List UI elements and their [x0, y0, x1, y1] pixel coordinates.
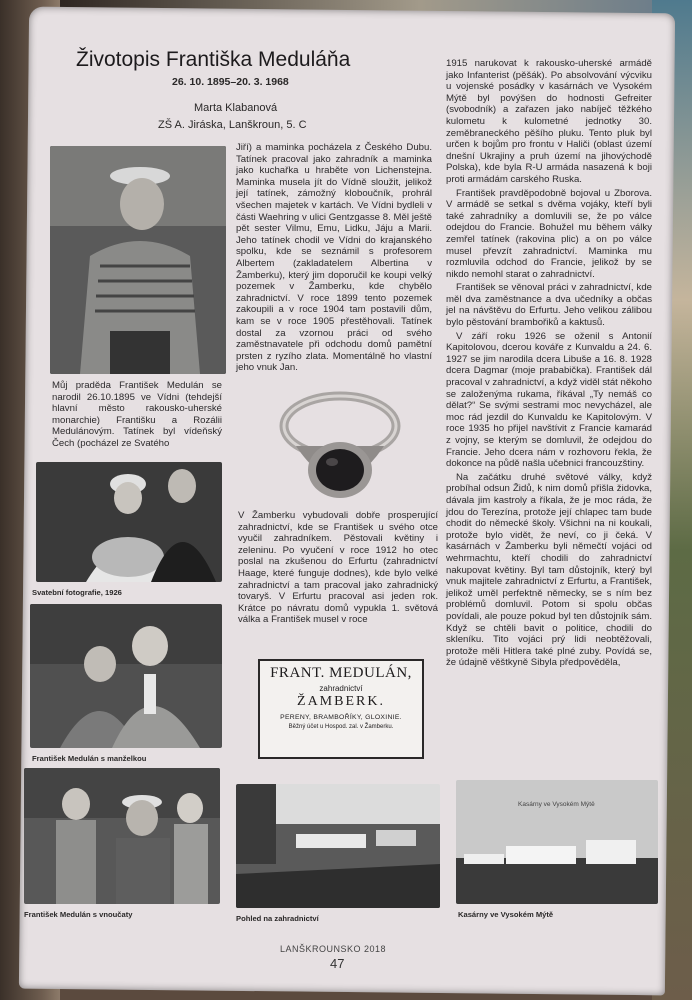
wedding-photo: [36, 462, 222, 582]
middle-paragraph-1: Jiří) a maminka pocházela z Českého Dubu. Tatínek pracoval jako zahradník a maminka jako kuchařka u hraběte von Lichenstejna. Maminka musela jít do Vídně sloužit, jelikož její tatínek, zámožný kloboučník, prohrál všechen majetek v kartách. Ve Vídni bydleli v části Waehring v ulici Gentzgasse 8. Měl ještě pět sester Vilmu, Emu, Lidku, Jáju a Marii. Jeho tatínek chodil ve Vídni do krajanského spolku, kde se seznámil s profesorem Albertem (zakladatelem Albertina v Žamberku), který jim doporučil ke koupi velký pozemek v Žamberku, kde chybělo zahradnictví. V roce 1899 tento pozemek zakoupili a v roce 1904 tam postavili dům, kam se v roce 1905 přestěhovali. Tatínek dostal za vzornou práci od svého zaměstnavatele při odchodu domů pamětní prsten z ryzího zlata. Momentálně ho vlastní jeho vnuk Jan.: [236, 142, 432, 374]
magazine-footer: LANŠKROUNSKO 2018: [280, 944, 387, 954]
intro-paragraph: Můj praděda František Medulán se narodil 26.10.1895 ve Vídni (tehdejší hlavní město rakousko-uherské monarchie) Františku a Rozálii Medulánovým. Tatínek byl vídeňský Čech (pocházel ze Svatého: [52, 380, 222, 449]
ring-photo: [270, 384, 410, 512]
caption-barracks: Kasárny ve Vysokém Mýtě: [458, 910, 554, 919]
article-dates: 26. 10. 1895–20. 3. 1968: [172, 76, 289, 88]
couple-photo: [30, 604, 222, 748]
portrait-figure: [50, 146, 226, 374]
right-paragraph-2: František pravděpodobně bojoval u Zborova. V armádě se setkal s dvěma vojáky, kteří byli také zahradníky a domluvili se, že po válce odejdou do Francie. Bohužel mu během války zemřel tatínek (rakovina plic) a on po válce musel převzít zahradnictví. Maminka mu rozmluvila odchod do Francie, jelikož by se nikdo nemohl starat o zahradnictví.: [446, 187, 652, 280]
right-paragraph-3: František se věnoval práci v zahradnictví, kde měl dva zaměstnance a dva učedníky a občas jel na návštěvu do Erfurtu. Jeho velikou zálibou bylo pěstování brambořiků a kaktusů.: [446, 282, 652, 329]
caption-wedding: Svatební fotografie, 1926: [32, 588, 122, 597]
business-stamp: [258, 659, 424, 759]
garden-view-photo: [236, 784, 440, 908]
right-paragraph-5: Na začátku druhé světové války, když probíhal odsun Židů, k nim domů přišla židovka, dávala jim kastroly a říkala, že je moc ráda, že jdou do Terezína, protože její chlapec tam bude chodit do německé školy. Všichni na ni koukali, protože bylo vidět, že neví, co ji čeká. V kasárnách v Žamberku byli němečtí vojáci od wehrmachtu, kteří chodili do zahradnictví nakupovat květiny. Byl tam důstojník, který byl vnuk majitele zahradnictví z Erfurtu, a František, jelikož uměl perfektně německy, se s ním bez problémů domluvil. Potom si spolu občas povídali, ale pouze pokud byl ten důstojník sám. Když se chtěli bavit o politice, chodili do skleníku. Tito vojáci prý lidi neobtěžovali, protože měli Hitlera také plné zuby. Povídá se, že údajně věštkyně Sibyla předpověděla,: [446, 471, 652, 669]
right-paragraph-1: 1915 narukovat k rakousko-uherské armádě jako Infanterist (pěšák). Po absolvování výcviku u vojenské posádky v kasárnách ve Vysokém Mýtě byl povýšen do hodnosti Gefreiter (svobodník) a zařazen jako nabíječ těžkého kulometu k kulometné jednotky 30. zeměbraneckého pěšího pluku. Tento pluk byl určen k bojům pro frontu v Haliči (oblast území dnešní Ukrajiny a pruh území na jihovýchodě Polska), kde byla R-U armáda nasazená k boji proti armádám carského Ruska.: [446, 58, 652, 185]
portrait-photo: [50, 146, 226, 374]
article-school: ZŠ A. Jiráska, Lanškroun, 5. C: [158, 119, 307, 131]
stamp-line-5: Běžný účet u Hospod. zal. v Žamberku.: [288, 724, 394, 730]
stamp-line-1: FRANT. MEDULÁN,: [270, 665, 412, 681]
postcard-inscription: Kasárny ve Vysokém Mýtě: [518, 801, 595, 808]
article-title: Životopis Františka Meduláňa: [76, 48, 351, 71]
stamp-line-4: PERENY, BRAMBOŘÍKY, GLOXINIE.: [280, 714, 402, 721]
caption-with-wife: František Medulán s manželkou: [32, 754, 147, 763]
article-author: Marta Klabanová: [194, 102, 278, 114]
caption-grandchildren: František Medulán s vnoučaty: [24, 910, 133, 919]
middle-paragraph-2: V Žamberku vybudovali dobře prosperující zahradnictví, kde se František u svého otce vyučil zahradníkem. Pěstovali květiny i zeleninu. Po vyučení v roce 1912 ho otec poslal na zkušenou do Erfurtu (zahradnictví Haage, které funguje dodnes), kde bylo velké zahradnictví a tam pracoval jako zahradnický tovaryš. V Erfurtu pracoval asi jeden rok. Krátce po návratu domů vypukla 1. světová válka a František musel v roce: [238, 510, 438, 626]
grandchildren-photo: [24, 768, 220, 904]
right-column: [446, 58, 652, 669]
caption-garden-view: Pohled na zahradnictví: [236, 914, 319, 923]
barracks-postcard-photo: [456, 780, 658, 904]
stamp-line-3: ŽAMBERK.: [297, 694, 385, 709]
page-number: 47: [330, 956, 345, 971]
right-paragraph-4: V září roku 1926 se oženil s Antonií Kapitolovou, dcerou kováře z Kunvaldu a 24. 6. 1927 se jim narodila dcera Libuše a 16. 8. 1928 dcera Dagmar (moje prababička). František dál pracoval v zahradnictví, a když viděl stát někoho se založenýma rukama, říkával „Ty nemáš co dělat?“ Se svými sestrami moc nevycházel, ale moc rád jezdil do Kunvaldu ke Kapitolovým. V roce 1935 ho přijel navštívit z Francie kamarád z vojny, se kterým se domluvil, že odejdou do Francie. Jeho dcera nám v rozhovoru řekla, že dokonce na půdě našla učebnici francouzštiny.: [446, 330, 652, 470]
stamp-line-2: zahradnictví: [319, 684, 363, 693]
